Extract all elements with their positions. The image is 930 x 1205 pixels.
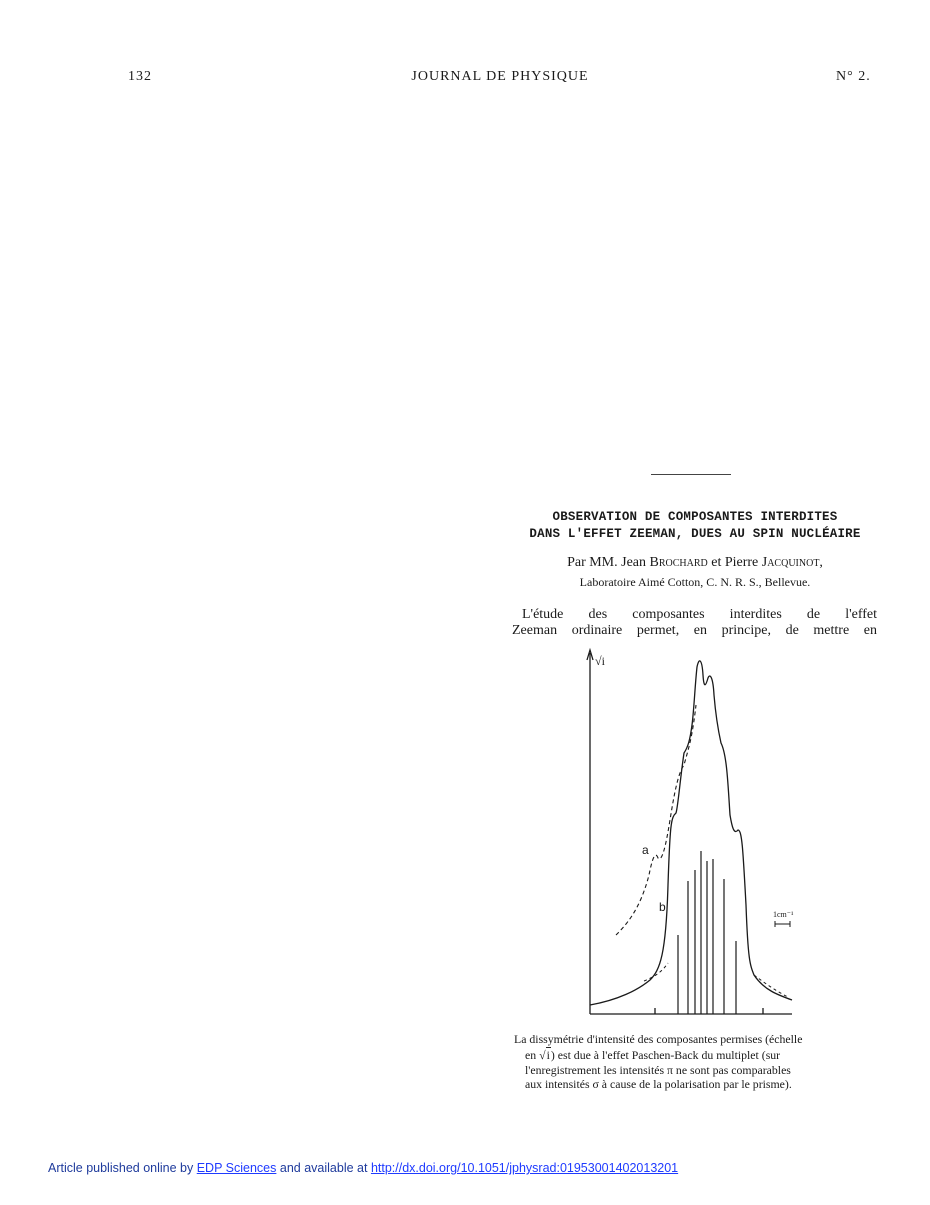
zeeman-spectrum-figure — [578, 645, 803, 1025]
caption-line-2: en √i) est due à l'effet Paschen-Back du multiplet (sur — [525, 1048, 781, 1062]
issue-number: N° 2. — [836, 69, 871, 84]
caption-line-1: La dissymétrie d'intensité des composantes permises (échelle — [514, 1032, 803, 1046]
authors-prefix: Par MM. Jean — [567, 555, 646, 570]
curve-a-label: a — [642, 843, 649, 857]
y-axis-label: √i — [595, 654, 605, 668]
caption-line-4: aux intensités σ à cause de la polarisation par le prisme). — [525, 1077, 792, 1091]
publisher-link[interactable]: EDP Sciences — [196, 1161, 277, 1175]
journal-title: JOURNAL DE PHYSIQUE — [411, 69, 589, 84]
curve-a-base-dashed — [644, 963, 788, 997]
doi-link[interactable]: http://dx.doi.org/10.1051/jphysrad:01953001402013201 — [370, 1161, 679, 1175]
author-2-surname: Jacquinot, — [761, 555, 823, 570]
curve-b-solid — [590, 661, 792, 1005]
caption-line-2-end: ) est due à l'effet Paschen-Back du multiplet (sur — [550, 1048, 781, 1062]
body-paragraph-line-1: L'étude des composantes interdites de l'effet — [522, 607, 877, 622]
article-title-line-2: DANS L'EFFET ZEEMAN, DUES AU SPIN NUCLÉAIRE — [529, 527, 861, 541]
author-1-surname: Brochard — [649, 555, 708, 570]
footer-prefix: Article published online by — [48, 1161, 194, 1175]
footer-middle: and available at — [279, 1161, 368, 1175]
caption-sqrt-symbol: i — [546, 1048, 550, 1062]
curve-a-dashed — [616, 705, 696, 935]
scale-label: 1cm⁻¹ — [773, 910, 794, 919]
scale-bar — [775, 921, 790, 927]
curve-b-label: b — [659, 900, 666, 914]
figure-axes — [587, 650, 792, 1014]
authors-and: et Pierre — [711, 555, 759, 570]
affiliation: Laboratoire Aimé Cotton, C. N. R. S., Bellevue. — [579, 575, 811, 589]
section-divider — [651, 474, 731, 475]
authors-line — [505, 555, 885, 571]
body-paragraph-line-2: Zeeman ordinaire permet, en principe, de mettre en — [512, 623, 877, 638]
publication-footer — [48, 1161, 678, 1175]
component-lines — [678, 851, 736, 1014]
page-number: 132 — [128, 69, 152, 84]
caption-line-2-start: en — [525, 1048, 537, 1062]
article-title-line-1: OBSERVATION DE COMPOSANTES INTERDITES — [552, 510, 838, 524]
caption-line-3: l'enregistrement les intensités π ne sont pas comparables — [525, 1063, 791, 1077]
